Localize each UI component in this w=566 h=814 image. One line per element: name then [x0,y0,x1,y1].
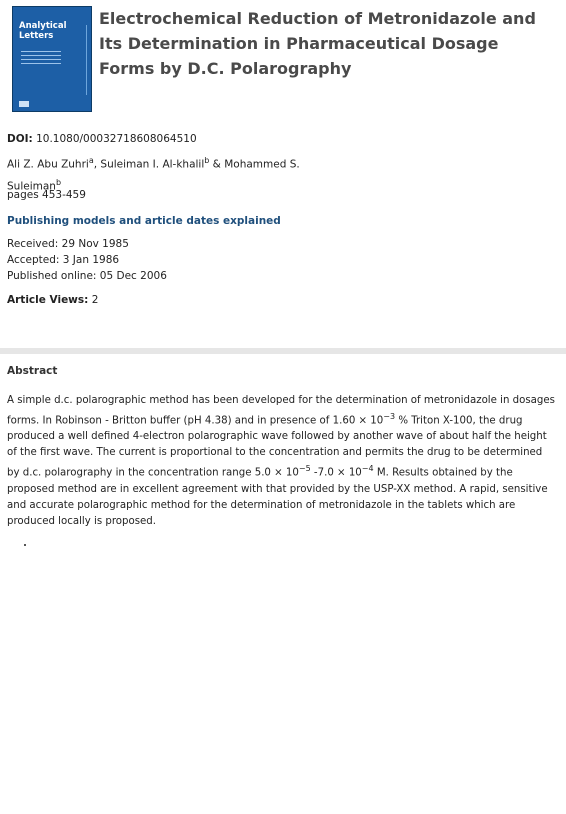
cover-title-line2: Letters [19,31,54,41]
cover-publisher-mark [19,101,29,107]
article-views [7,294,98,306]
article-title: Electrochemical Reduction of Metronidazole and Its Determination in Pharmaceutical Dosage Forms by D.C. Polarography [99,9,536,78]
author-affiliation: b [204,156,210,165]
published-date: Published online: 05 Dec 2006 [7,270,167,282]
cover-title-line1: Analytical [19,21,67,31]
cover-journal-title [19,21,67,41]
abstract-segment: A simple d.c. polarographic method has been developed for the determination of metronidazole in dosages forms. In Robinson - Britton buffer (pH 4.38) and in presence of 1.60 × 10 [7,395,555,427]
article-dates [7,236,167,284]
doi-label: DOI: [7,133,33,145]
accepted-date: Accepted: 3 Jan 1986 [7,254,120,266]
author-separator: & [209,158,225,171]
author-link[interactable]: Mohammed S. Suleiman [7,158,300,192]
author-link[interactable]: Suleiman I. Al-khalil [100,158,205,171]
author-separator: , [93,158,101,171]
section-divider [0,348,566,354]
doi-link[interactable]: 10.1080/00032718608064510 [36,133,197,145]
views-count: 2 [91,294,99,306]
received-date: Received: 29 Nov 1985 [7,238,129,250]
abstract-segment: -7.0 × 10 [310,467,362,479]
views-label: Article Views: [7,294,89,306]
abstract-exponent: −5 [298,464,311,474]
doi-line [7,133,197,145]
cover-spine-line [86,25,87,95]
abstract-segment: % Triton X-100, the drug produced a well defined 4-electron polarographic wave followed by another wave of about half the height of the first wave. The current is proportional to the concentration and permits the drug to be determined by d.c. polarography in the concentration range 5.0 × 10 [7,415,547,479]
abstract-text [7,393,555,530]
page-range: pages 453-459 [7,189,86,201]
abstract-exponent: −4 [361,464,374,474]
publishing-models-link[interactable]: Publishing models and article dates explained [7,215,281,227]
journal-cover-image[interactable] [12,6,92,112]
abstract-segment: M. Results obtained by the proposed method are in excellent agreement with that provided by the USP-XX method. A rapid, sensitive and accurate polarographic method for the determination of metronidazole in the tablets which are produced locally is proposed. [7,467,548,527]
abstract-heading: Abstract [7,365,58,377]
author-affiliation: b [55,177,62,187]
abstract-exponent: −3 [383,412,396,421]
cover-decoration [21,51,61,67]
author-affiliation: a [88,156,94,165]
author-link[interactable]: Ali Z. Abu Zuhri [7,158,89,171]
stray-dot [24,544,26,546]
